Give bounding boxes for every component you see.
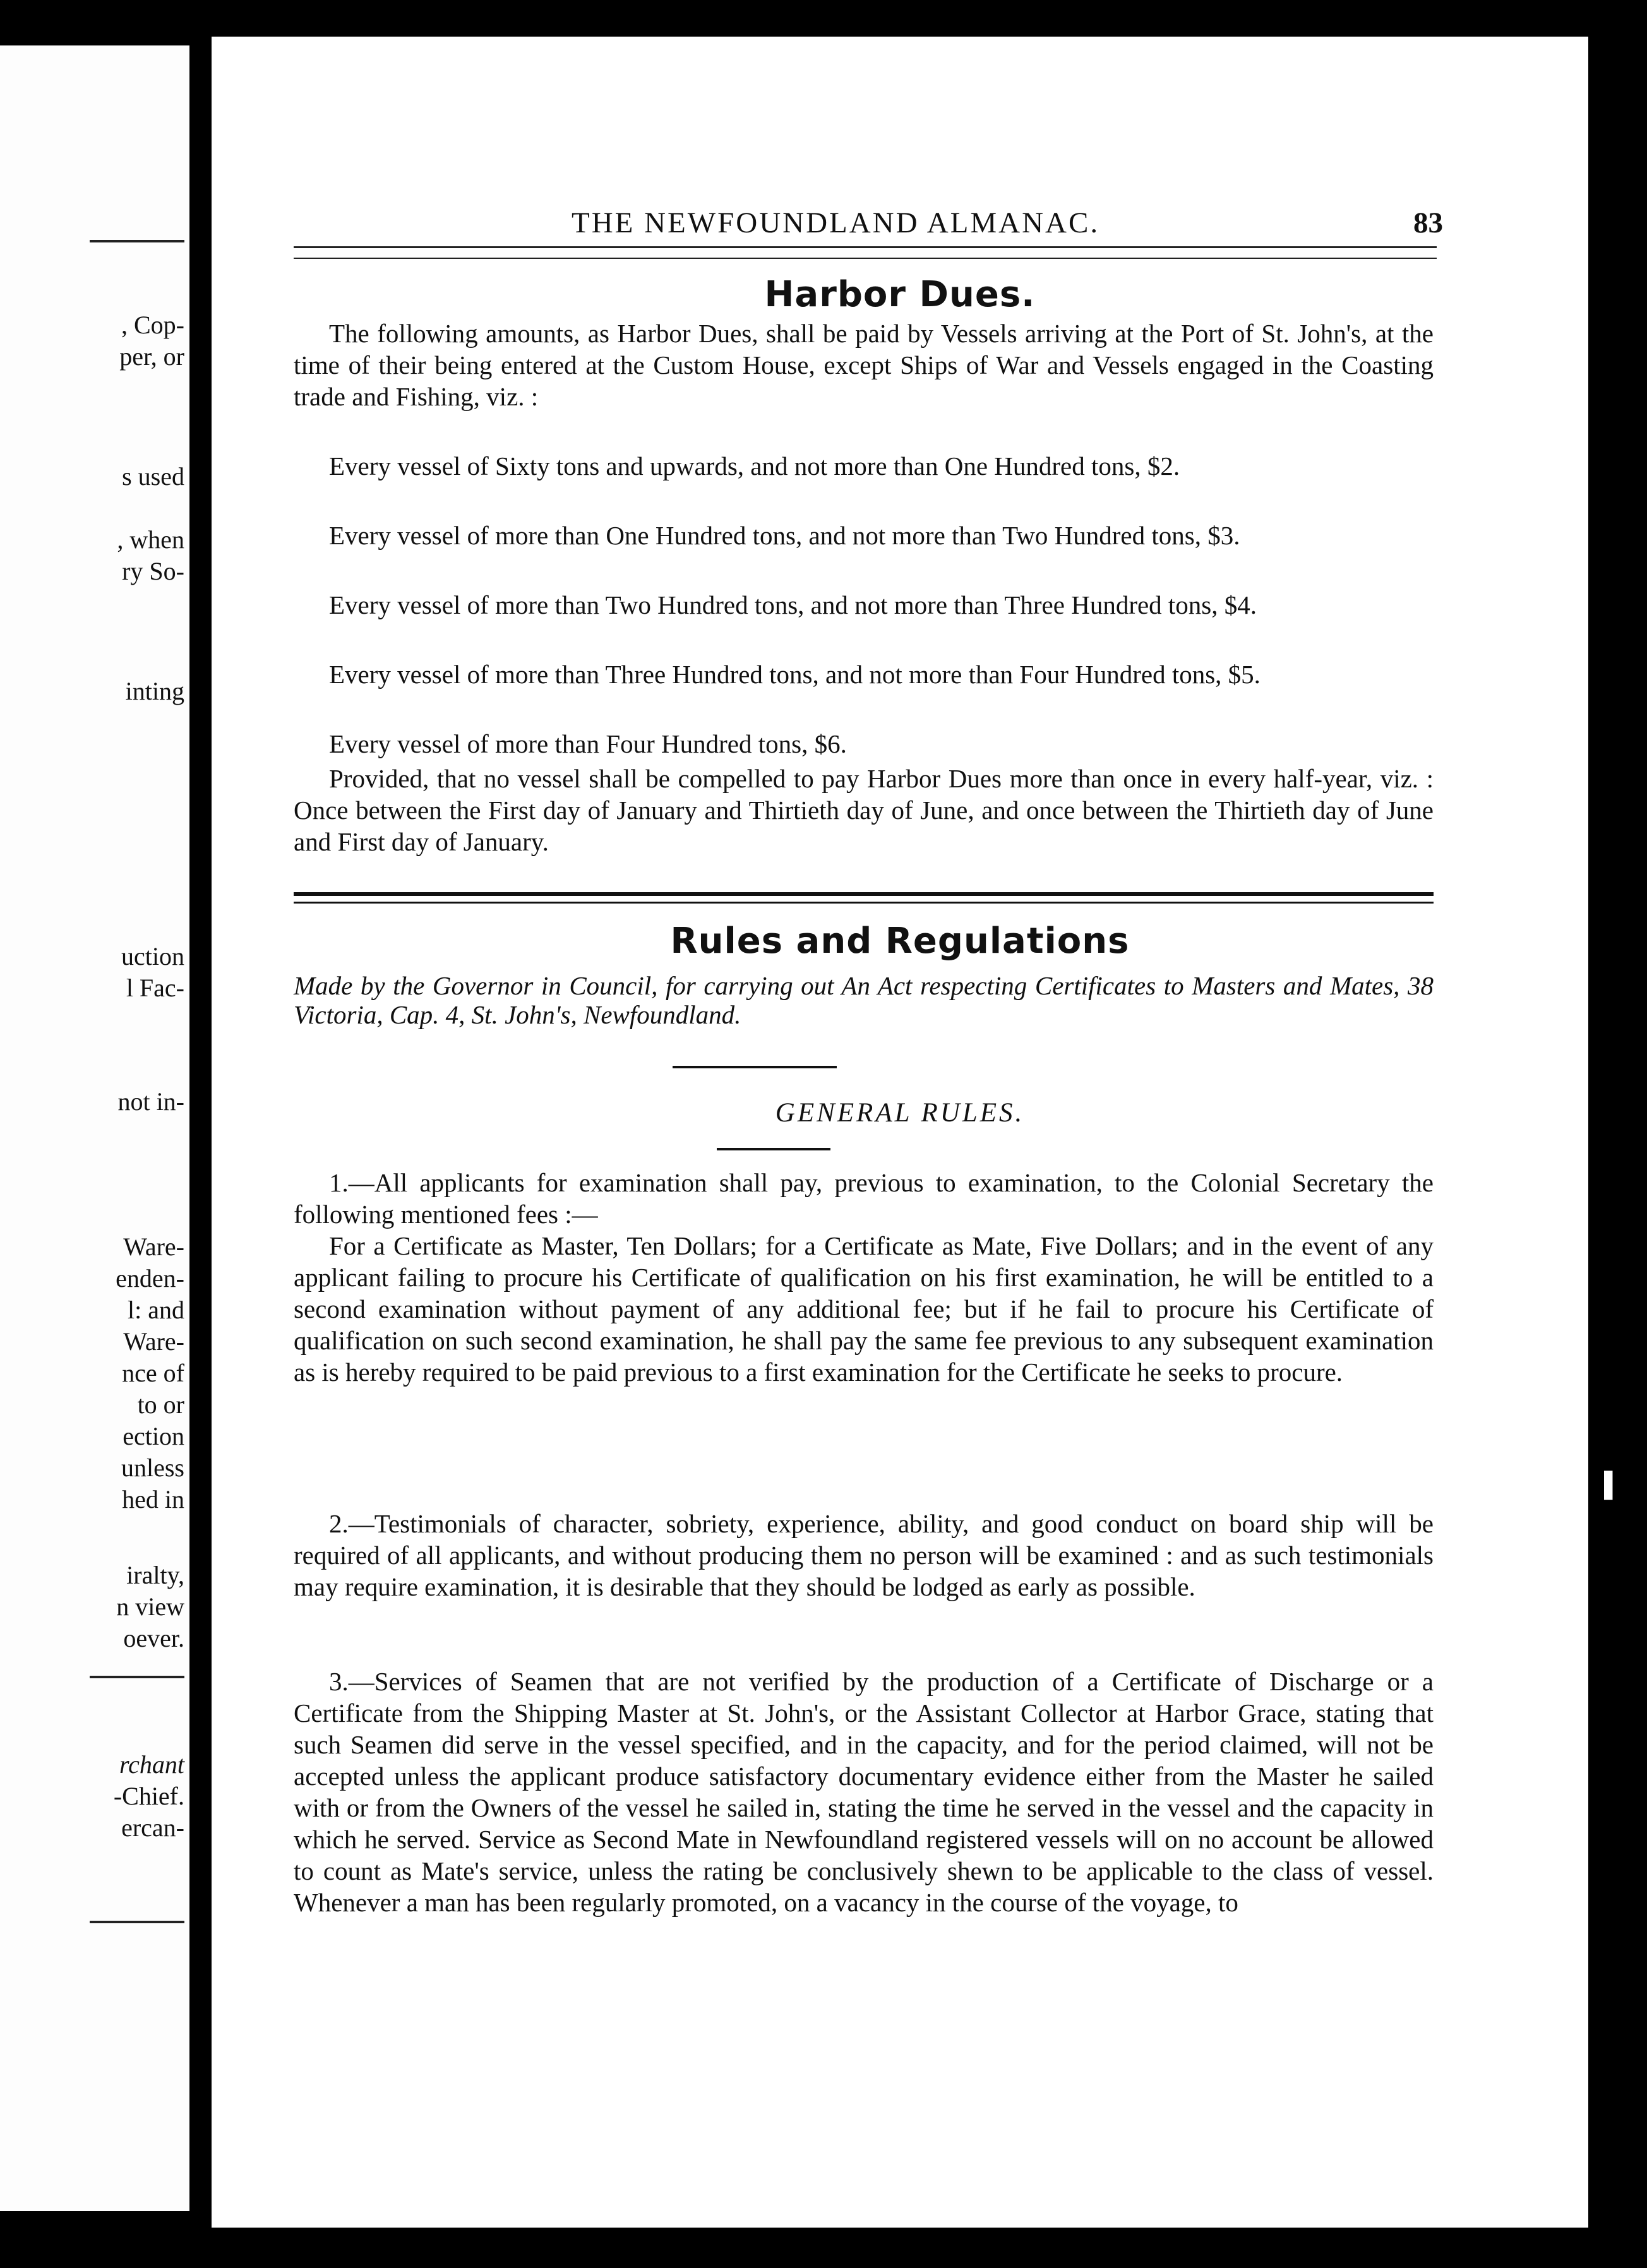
running-header bbox=[294, 206, 1443, 250]
rules-title: Rules and Regulations bbox=[670, 921, 1130, 962]
left-page-line: uction bbox=[121, 942, 184, 970]
left-page-line: enden- bbox=[116, 1264, 184, 1292]
scan-artifact: ▌ bbox=[1604, 1472, 1621, 1498]
harbor-dues-rate: Every vessel of more than Four Hundred tons, $6. bbox=[329, 729, 847, 758]
harbor-dues-rate: Every vessel of more than Three Hundred tons, and not more than Four Hundred tons, $5. bbox=[329, 660, 1261, 689]
rule-1-fees: For a Certificate as Master, Ten Dollars; for a Certificate as Mate, Five Dollars; and in the event of any applicant failing to procure his Certificate of qualification on his first examination, he will be entitled to a second examination without payment of any additional fee; but if he fail to procure his Certificate of qualification on such second examination, he shall pay the same fee previous to any subsequent examination as is hereby required to be paid previous to a first examination for the Certificate he seeks to procure. bbox=[294, 1231, 1434, 1387]
short-divider bbox=[673, 1066, 837, 1068]
rules-subtitle: Made by the Governor in Council, for carrying out An Act respecting Certificates to Masters and Mates, 38 Victoria, Cap. 4, St. John's, Newfoundland. bbox=[294, 971, 1434, 1029]
left-page-line: unless bbox=[121, 1453, 184, 1482]
short-divider bbox=[717, 1148, 830, 1150]
left-page-line: to or bbox=[137, 1390, 184, 1419]
left-facing-page bbox=[0, 45, 189, 2211]
section-divider bbox=[294, 892, 1434, 904]
harbor-dues-rate: Every vessel of more than Two Hundred tons, and not more than Three Hundred tons, $4. bbox=[329, 590, 1257, 619]
left-page-line: ry So- bbox=[122, 557, 184, 585]
left-page-line: not in- bbox=[117, 1087, 184, 1116]
left-page-line: ercan- bbox=[121, 1813, 184, 1842]
harbor-dues-intro: The following amounts, as Harbor Dues, shall be paid by Vessels arriving at the Port of St. John's, at the time of their being entered at the Custom House, except Ships of War and Vessels engaged in the Coasting trade and Fishing, viz. : bbox=[294, 319, 1434, 411]
left-page-line: nce of bbox=[122, 1359, 184, 1387]
left-page-rule bbox=[90, 240, 184, 242]
left-page-line: l: and bbox=[128, 1296, 184, 1324]
left-page-line: Ware- bbox=[123, 1327, 184, 1356]
general-rules-heading: GENERAL RULES. bbox=[775, 1098, 1025, 1128]
header-rule bbox=[294, 258, 1437, 259]
page-number: 83 bbox=[1413, 206, 1443, 239]
left-page-line: Ware- bbox=[123, 1232, 184, 1261]
left-page-line: rchant bbox=[119, 1750, 184, 1779]
left-page-rule bbox=[90, 1676, 184, 1678]
harbor-dues-rate: Every vessel of Sixty tons and upwards, and not more than One Hundred tons, $2. bbox=[329, 451, 1180, 480]
left-page-line: inting bbox=[125, 677, 184, 705]
left-page-rule bbox=[90, 1921, 184, 1923]
left-page-line: oever. bbox=[123, 1624, 184, 1652]
left-page-line: s used bbox=[122, 462, 184, 491]
header-rule bbox=[294, 246, 1437, 248]
harbor-dues-rate: Every vessel of more than One Hundred tons, and not more than Two Hundred tons, $3. bbox=[329, 521, 1240, 550]
rule-1: 1.—All applicants for examination shall pay, previous to examination, to the Colonial Secretary the following mentioned fees :— bbox=[294, 1168, 1434, 1229]
harbor-dues-proviso: Provided, that no vessel shall be compelled to pay Harbor Dues more than once in every half-year, viz. : Once between the First day of January and Thirtieth day of June, and once between the Thirtieth day of June and First day of January. bbox=[294, 764, 1434, 856]
left-page-line: l Fac- bbox=[126, 974, 184, 1002]
rule-3: 3.—Services of Seamen that are not verified by the production of a Certificate of Discharge or a Certificate from the Shipping Master at St. John's, or the Assistant Collector at Harbor Grace, stating that such Seamen did serve in the vessel specified, and in the capacity, and for the period claimed, will not be accepted unless the applicant produce satisfactory documentary evidence either from the Master he sailed with or from the Owners of the vessel he sailed in, stating the time he served in the vessel and the capacity in which he served. Service as Second Mate in Newfoundland registered vessels will on no account be allowed to count as Mate's service, unless the rating be conclusively shewn to be applicable to the class of vessel. Whenever a man has been regularly promoted, on a vacancy in the course of the voyage, to bbox=[294, 1667, 1434, 1917]
left-page-line: ection bbox=[123, 1422, 184, 1450]
left-page-line: , Cop- bbox=[121, 311, 184, 339]
rule-2: 2.—Testimonials of character, sobriety, experience, ability, and good conduct on board ship will be required of all applicants, and without producing them no person will be examined : and as such testimonials may require examination, it is desirable that they should be lodged as early as possible. bbox=[294, 1509, 1434, 1601]
left-page-line: per, or bbox=[119, 342, 184, 371]
harbor-dues-title: Harbor Dues. bbox=[764, 274, 1036, 315]
left-page-line: n view bbox=[116, 1592, 184, 1621]
main-page bbox=[212, 37, 1588, 2228]
left-page-line: iralty, bbox=[126, 1561, 184, 1589]
left-page-line: -Chief. bbox=[113, 1782, 184, 1810]
left-page-line: , when bbox=[117, 525, 184, 554]
running-title: THE NEWFOUNDLAND ALMANAC. bbox=[572, 206, 1100, 239]
left-page-line: hed in bbox=[122, 1485, 184, 1513]
